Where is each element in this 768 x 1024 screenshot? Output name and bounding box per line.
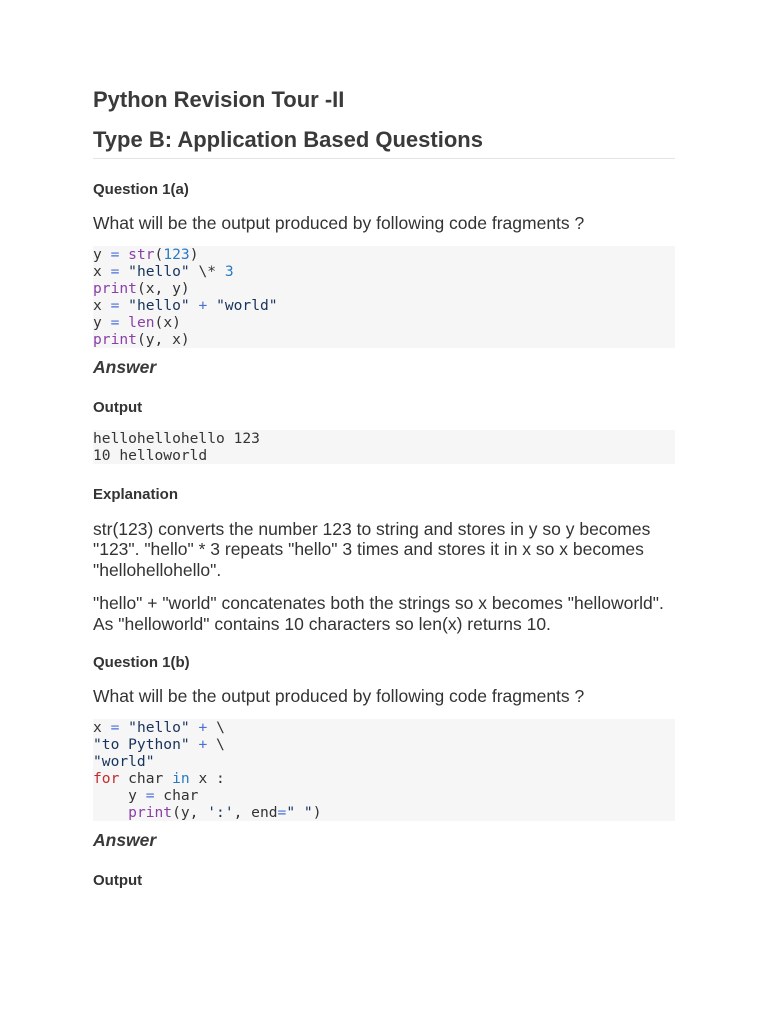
code-line: y = str(123)	[93, 245, 199, 263]
question-1b-answer-label: Answer	[93, 829, 157, 850]
output-line: hellohellohello 123	[93, 429, 260, 447]
code-line: x = "hello" \* 3	[93, 262, 234, 280]
code-line: "world"	[93, 752, 155, 770]
question-1a-explanation-paragraph: str(123) converts the number 123 to string and stores in y so y becomes "123". "hello" * 3 repeats "hello" 3 times and stores it in x so x becomes "hellohellohello".	[93, 518, 651, 580]
code-line: for char in x :	[93, 769, 225, 787]
output-line: 10 helloworld	[93, 446, 208, 464]
code-line: x = "hello" + "world"	[93, 296, 278, 314]
code-line: print(x, y)	[93, 279, 190, 297]
question-1b-code-block	[93, 719, 675, 821]
code-line: x = "hello" + \	[93, 718, 225, 736]
page-title: Python Revision Tour -II	[93, 87, 345, 112]
question-1b-prompt: What will be the output produced by following code fragments ?	[93, 686, 585, 706]
question-1a-answer-label: Answer	[93, 356, 157, 377]
question-1a-explanation-label: Explanation	[93, 485, 179, 503]
question-1a-heading: Question 1(a)	[93, 181, 189, 198]
code-line: print(y, x)	[93, 330, 190, 348]
code-line: print(y, ':', end=" ")	[128, 803, 322, 821]
question-1a-prompt: What will be the output produced by following code fragments ?	[93, 213, 585, 233]
section-title: Type B: Application Based Questions	[93, 126, 675, 159]
code-line: y = char	[93, 786, 199, 804]
code-line: "to Python" + \	[93, 735, 225, 753]
question-1b-output-label: Output	[93, 871, 143, 889]
document-page	[93, 86, 675, 891]
question-1b-heading: Question 1(b)	[93, 654, 190, 671]
question-1a-code-block	[93, 246, 675, 348]
question-1a-output-block	[93, 430, 675, 464]
question-1a-output-label: Output	[93, 398, 143, 416]
question-1a-explanation-paragraph: "hello" + "world" concatenates both the strings so x becomes "helloworld". As "helloworld" contains 10 characters so len(x) returns 10.	[93, 593, 664, 634]
code-line: y = len(x)	[93, 313, 181, 331]
